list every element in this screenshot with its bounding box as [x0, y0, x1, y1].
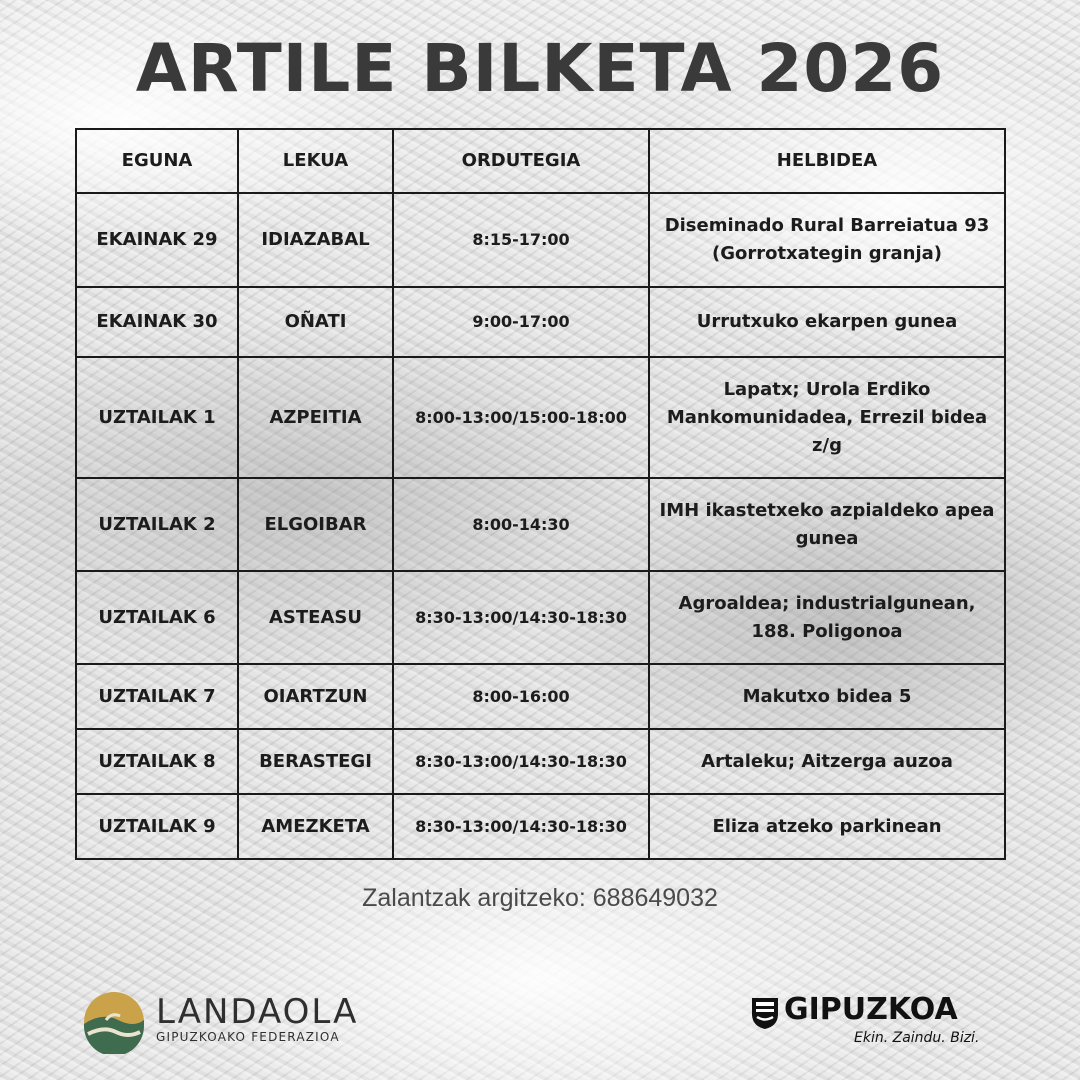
table-row — [76, 357, 1005, 478]
cell-eguna: UZTAILAK 8 — [76, 729, 238, 794]
gipuzkoa-name: GIPUZKOA — [784, 992, 958, 1027]
cell-ordutegia: 8:00-14:30 — [393, 478, 649, 571]
table-header-row — [76, 129, 1005, 193]
contact-text: Zalantzak argitzeko: 688649032 — [362, 884, 718, 912]
cell-lekua: IDIAZABAL — [238, 193, 393, 287]
table-row — [76, 729, 1005, 794]
cell-helbidea: IMH ikastetxeko azpialdeko apea gunea — [649, 478, 1005, 571]
cell-eguna: UZTAILAK 2 — [76, 478, 238, 571]
cell-ordutegia: 8:30-13:00/14:30-18:30 — [393, 571, 649, 664]
gipuzkoa-slogan: Ekin. Zaindu. Bizi. — [854, 1030, 980, 1046]
cell-eguna: UZTAILAK 1 — [76, 357, 238, 478]
landaola-logo-icon — [82, 990, 146, 1054]
cell-eguna: UZTAILAK 9 — [76, 794, 238, 859]
cell-ordutegia: 8:30-13:00/14:30-18:30 — [393, 729, 649, 794]
table-row — [76, 478, 1005, 571]
landaola-logo — [82, 990, 359, 1050]
cell-eguna: EKAINAK 29 — [76, 193, 238, 287]
cell-helbidea: Diseminado Rural Barreiatua 93 (Gorrotxategin granja) — [649, 193, 1005, 287]
cell-helbidea: Makutxo bidea 5 — [649, 664, 1005, 729]
header-ordutegia: ORDUTEGIA — [393, 129, 649, 193]
table-row — [76, 794, 1005, 859]
cell-lekua: ELGOIBAR — [238, 478, 393, 571]
cell-helbidea: Eliza atzeko parkinean — [649, 794, 1005, 859]
page-title: ARTILE BILKETA 2026 — [135, 30, 945, 107]
cell-lekua: BERASTEGI — [238, 729, 393, 794]
table-row — [76, 664, 1005, 729]
cell-helbidea: Artaleku; Aitzerga auzoa — [649, 729, 1005, 794]
cell-helbidea: Lapatx; Urola Erdiko Mankomunidadea, Errezil bidea z/g — [649, 357, 1005, 478]
cell-ordutegia: 8:15-17:00 — [393, 193, 649, 287]
cell-eguna: UZTAILAK 6 — [76, 571, 238, 664]
header-lekua: LEKUA — [238, 129, 393, 193]
table-row — [76, 287, 1005, 357]
cell-helbidea: Agroaldea; industrialgunean, 188. Poligonoa — [649, 571, 1005, 664]
header-helbidea: HELBIDEA — [649, 129, 1005, 193]
landaola-subtitle: GIPUZKOAKO FEDERAZIOA — [156, 1030, 340, 1044]
cell-ordutegia: 8:00-13:00/15:00-18:00 — [393, 357, 649, 478]
schedule-table — [75, 128, 1006, 860]
cell-ordutegia: 8:00-16:00 — [393, 664, 649, 729]
cell-lekua: AZPEITIA — [238, 357, 393, 478]
cell-eguna: EKAINAK 30 — [76, 287, 238, 357]
gipuzkoa-shield-icon — [750, 996, 780, 1030]
cell-ordutegia: 8:30-13:00/14:30-18:30 — [393, 794, 649, 859]
cell-ordutegia: 9:00-17:00 — [393, 287, 649, 357]
cell-lekua: OIARTZUN — [238, 664, 393, 729]
cell-eguna: UZTAILAK 7 — [76, 664, 238, 729]
gipuzkoa-logo — [750, 992, 980, 1052]
cell-lekua: OÑATI — [238, 287, 393, 357]
landaola-name: LANDAOLA — [156, 992, 359, 1032]
table-row — [76, 571, 1005, 664]
cell-lekua: ASTEASU — [238, 571, 393, 664]
header-eguna: EGUNA — [76, 129, 238, 193]
cell-lekua: AMEZKETA — [238, 794, 393, 859]
cell-helbidea: Urrutxuko ekarpen gunea — [649, 287, 1005, 357]
table-row — [76, 193, 1005, 287]
